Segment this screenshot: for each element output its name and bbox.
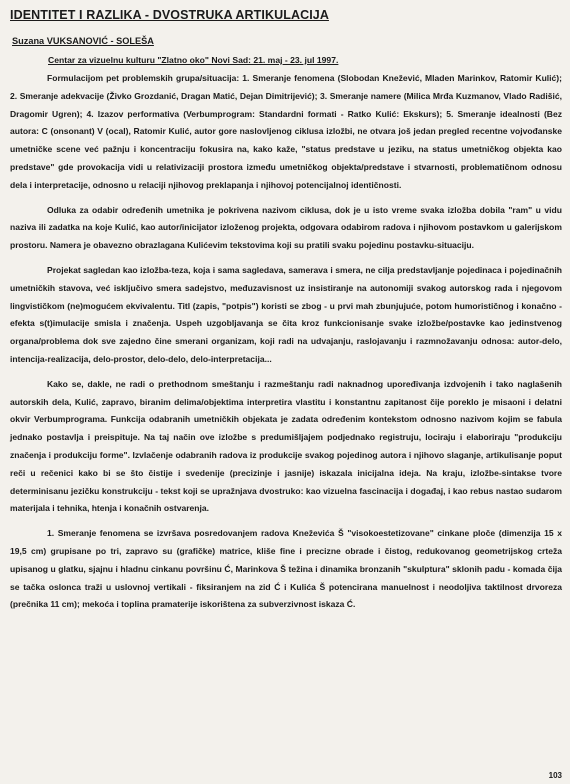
article-title: IDENTITET I RAZLIKA - DVOSTRUKA ARTIKULACIJA bbox=[10, 8, 329, 22]
paragraph: Projekat sagledan kao izložba-teza, koja i sama sagledava, samerava i smera, ne cilja predstavljanje pojedinaca i pojedinačnih umetničkih stavova, već isključivo smera sadejstvo, međuzavisnost uz insistiranje na autonomiji svakog autorskog rada i njegovom lingvističkom (ne)mogućem ekvivalentu. Titl (zapis, "potpis") koristi se zbog - u prvi mah zbunjujuće, potom humorističnog i konačno - efekta s(t)imulacije smisla i značenja. Uspeh uzgobljavanja se čita kroz funkcionisanje svake izložbe/postavke kao jedinstvenog organa/problema dok sve zajedno čine smerani organizam, koji radi na udvajanju, raslojavanju i razmnožavanju odnosa: autor-delo, intencija-realizacija, delo-prostor, delo-delo, delo-interpretacija... bbox=[10, 264, 562, 364]
paragraph: 1. Smeranje fenomena se izvršava posredovanjem radova Kneževića Š "visokoestetizovane" cinkane ploče (dimenzija 15 x 19,5 cm) grupisane po tri, zapravo su (grafičke) matrice, kliše fine i precizne obrade i čistog, redukovanog geometrijskog crteža upisanog u glatku, sjajnu i hladnu cinkanu površinu Ć, Marinkova Š težina i dinamika bronzanih "skulptura" sklonih padu - komada čija se tačka oslonca traži u uslovnoj vertikali - fiksiranjem na zid Ć i Kulića Š potencirana manuelnost i neodoljiva taktilnost drvoreza (prečnika 11 cm); mekoća i toplina pramaterije iskorištena za subverzivnost iskaza Ć. bbox=[10, 528, 562, 610]
page-number: 103 bbox=[548, 771, 562, 780]
paragraph: Odluka za odabir određenih umetnika je pokrivena nazivom ciklusa, dok je u isto vreme svaka izložba dobila "ram" u vidu naziva ili zadatka na koje Kulić, kao autor/inicijator izloženog projekta, odgovara odabirom radova i njihovom postavkom u galerijskom prostoru. Namera je obavezno obrazlagana Kulićevim tekstovima koji su pratili svaku pojedinu postavku-situaciju. bbox=[10, 204, 562, 251]
article-author: Suzana VUKSANOVIĆ - SOLEŠA bbox=[12, 36, 154, 46]
paragraph: Formulacijom pet problemskih grupa/situacija: 1. Smeranje fenomena (Slobodan Knežević, Mladen Marinkov, Ratomir Kulić); 2. Smeranje adekvacije (Živko Grozdanić, Dragan Matić, Dejan Dimitrijević); 3. Smeranje namere (Milica Mrđa Kuzmanov, Vlado Radišić, Dragomir Ugren); 4. Izazov performativa (Verbumprogram: Standardni formati - Ratko Kulić: Ekskurs); 5. Smeranje idealnosti (Bez autora: C (onsonant) V (ocal), Ratomir Kulić, autor gore naslovljenog ciklusa izložbi, ne otvara još jedan pregled recentne vojvođanske umetničke scene već pažnju i koncentraciju fokusira na, kako kaže, "status predstave u jeziku, na status umetničkog objekta kao predstave" gde provokacija vidi u relativizaciji prostora između umetničkog objekta/predstave i stvarnosti, problematičnom odnosu dela i interpretacije, odnosno u relaciji njihovog preklapanja i njihovoj potencijalnoj identičnosti. bbox=[10, 73, 562, 190]
article-body bbox=[10, 70, 562, 621]
paragraph: Kako se, dakle, ne radi o prethodnom smeštanju i razmeštanju radi naknadnog upoređivanja izdvojenih i tako naglašenih autorskih dela, Kulić, zapravo, biranim delima/objektima interpretira vlastitu i konstantnu zapitanost čije poreklo je misaoni i delatni okvir Verbumprograma. Funkcija odabranih umetničkih objekata je zadata određenim kontekstom odnosno nazivom kojim se fabula jednako postavlja i preispituje. Na taj način ove izložbe s predumišljajem podjednako registruju, lociraju i elaboriraju "produkciju značenja i produkciju forme". Izvlačenje odabranih radova iz produkcije svakog pojedinog autora i njihovo slaganje, artikulisanje poput reči u rečenici kako bi se što čistije i svedenije (precizinje i jasnije) iskazala inicijalna ideja. Na kraju, izložbe-sintakse tvore determinisanu jezičku konstrukciju - tekst koji se upražnjava dvostruko: kao vizuelna fascinacija i događaj, i kao rebus nastao sudarom materijala i tehnika, htenja i konačnih ostvarenja. bbox=[10, 378, 562, 514]
exhibition-venue: Centar za vizuelnu kulturu "Zlatno oko" Novi Sad: 21. maj - 23. jul 1997. bbox=[48, 55, 339, 65]
